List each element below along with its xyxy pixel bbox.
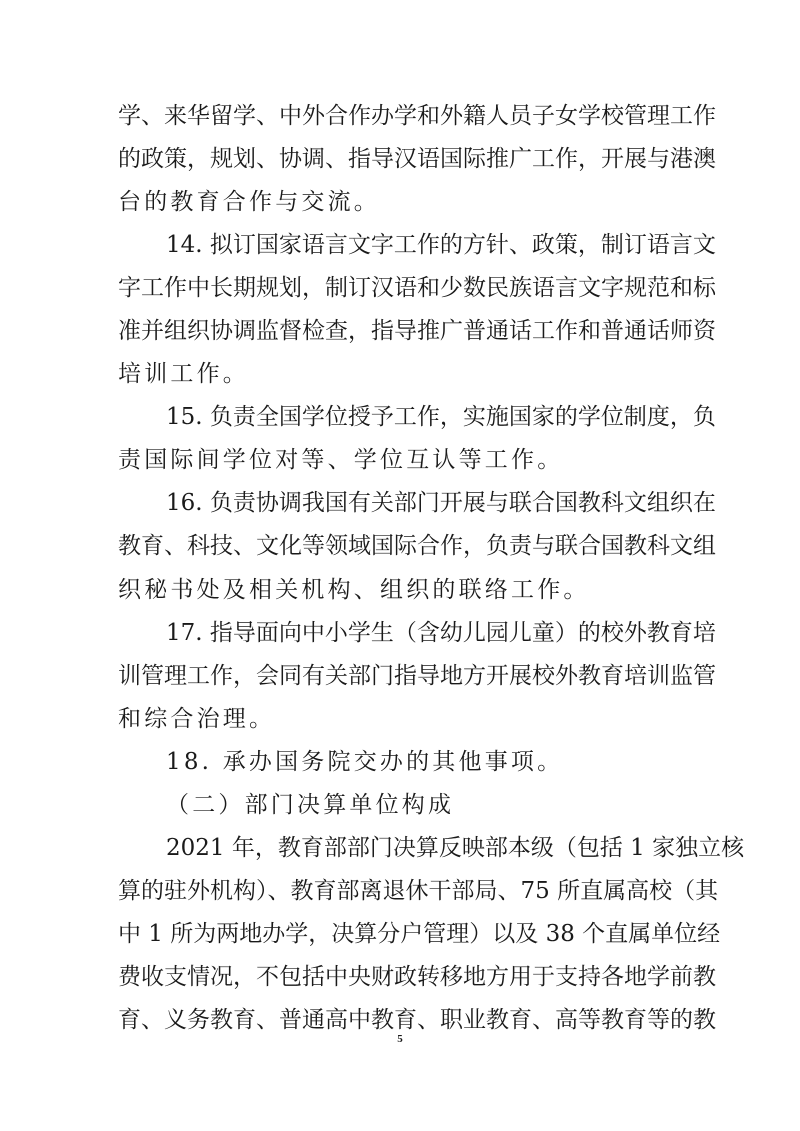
text-line: 16. 负责协调我国有关部门开展与联合国教科文组织在 <box>166 490 716 516</box>
text-line: 15. 负责全国学位授予工作，实施国家的学位制度，负 <box>166 404 716 430</box>
text-line: 培训工作。 <box>118 361 249 387</box>
text-line: 费收支情况，不包括中央财政转移地方用于支持各地学前教 <box>118 964 716 990</box>
text-line: 算的驻外机构）、教育部离退休干部局、75 所直属高校（其 <box>118 878 719 904</box>
text-line: 17. 指导面向中小学生（含幼儿园儿童）的校外教育培 <box>166 620 716 646</box>
text-line: 和综合治理。 <box>118 706 276 732</box>
text-line: 18. 承办国务院交办的其他事项。 <box>166 749 564 775</box>
text-line: 的政策，规划、协调、指导汉语国际推广工作，开展与港澳 <box>118 146 716 172</box>
text-line: 教育、科技、文化等领域国际合作，负责与联合国教科文组 <box>118 533 716 559</box>
text-line: 字工作中长期规划，制订汉语和少数民族语言文字规范和标 <box>118 275 716 301</box>
text-line: 育、义务教育、普通高中教育、职业教育、高等教育等的教 <box>118 1007 716 1033</box>
section-heading: （二）部门决算单位构成 <box>166 792 455 818</box>
text-line: 学、来华留学、中外合作办学和外籍人员子女学校管理工作 <box>118 103 716 129</box>
text-line: 14. 拟订国家语言文字工作的方针、政策，制订语言文 <box>166 232 716 258</box>
page-number: 5 <box>397 1033 403 1045</box>
text-line: 2021 年，教育部部门决算反映部本级（包括 1 家独立核 <box>166 835 745 861</box>
text-line: 织秘书处及相关机构、组织的联络工作。 <box>118 577 590 603</box>
text-line: 责国际间学位对等、学位互认等工作。 <box>118 447 564 473</box>
text-line: 准并组织协调监督检查，指导推广普通话工作和普通话师资 <box>118 318 716 344</box>
text-line: 台的教育合作与交流。 <box>118 189 380 215</box>
text-line: 训管理工作，会同有关部门指导地方开展校外教育培训监管 <box>118 663 716 689</box>
text-line: 中 1 所为两地办学，决算分户管理）以及 38 个直属单位经 <box>118 921 721 947</box>
